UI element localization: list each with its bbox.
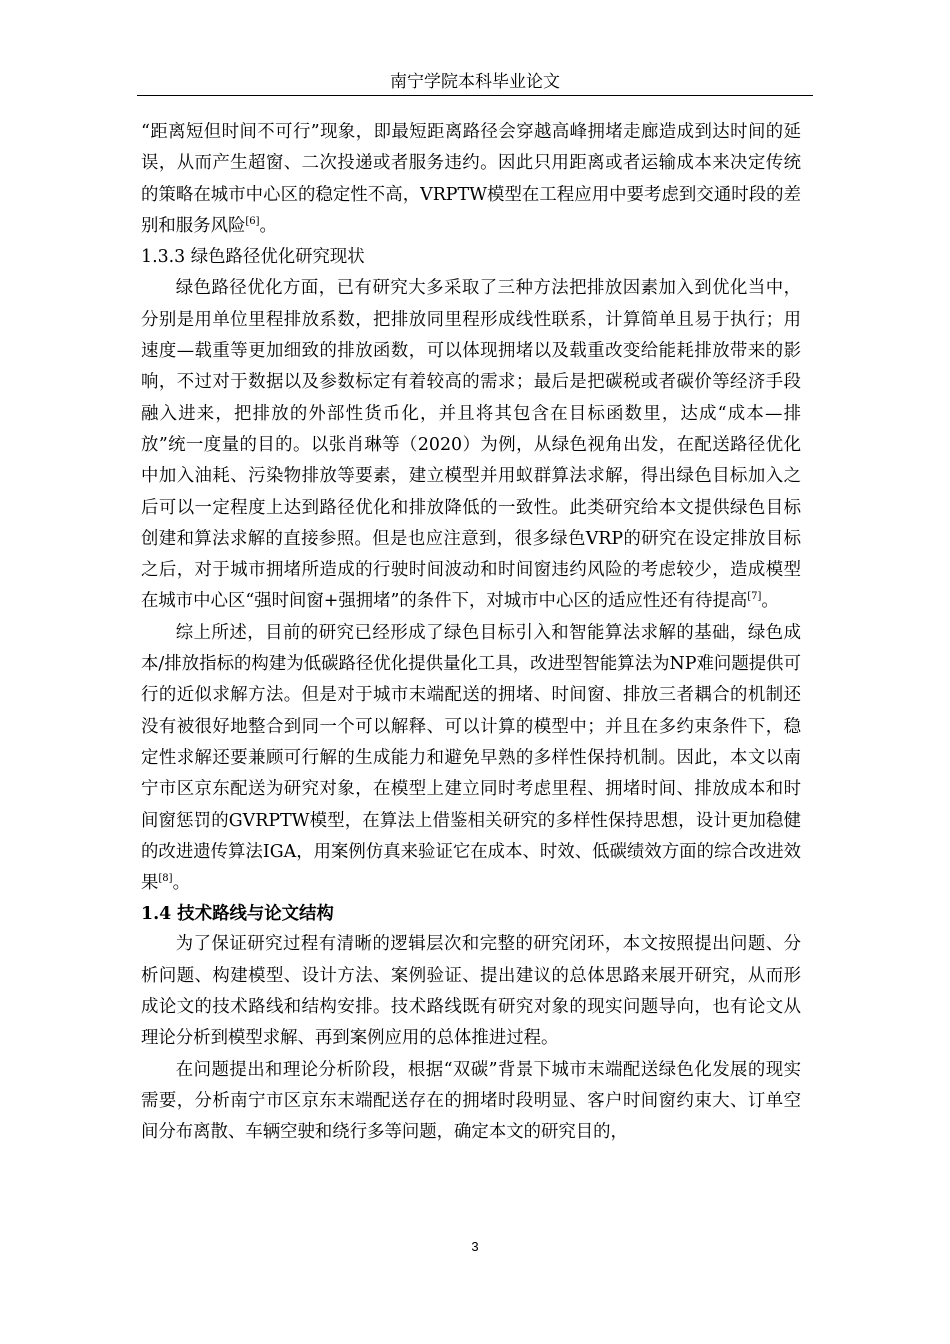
paragraph-problem-analysis: 在问题提出和理论分析阶段，根据“双碳”背景下城市末端配送绿色化发展的现实需要，分析南宁市区京东末端配送存在的拥堵时段明显、客户时间窗约束大、订单空间分布离散、车辆空驶和绕行多等问题，确定本文的研究目的，: [141, 1059, 801, 1143]
section-title: 1.4 技术路线与论文结构: [141, 904, 334, 925]
paragraph-green-routing: [141, 273, 801, 617]
page-number: 3: [471, 1239, 479, 1254]
paragraph-summary: [141, 618, 801, 900]
paragraph-tail: 。: [259, 215, 277, 236]
paragraph-technical-route: 为了保证研究过程有清晰的逻辑层次和完整的研究闭环，本文按照提出问题、分析问题、构建模型、设计方法、案例验证、提出建议的总体思路来展开研究，从而形成论文的技术路线和结构安排。技术路线既有研究对象的现实问题导向，也有论文从理论分析到模型求解、再到案例应用的总体推进过程。: [141, 934, 801, 1049]
paragraph-text: “距离短但时间不可行”现象，即最短距离路径会穿越高峰拥堵走廊造成到达时间的延误，从而产生超窗、二次投递或者服务违约。因此只用距离或者运输成本来决定传统的策略在城市中心区的稳定性不高，VRPTW模型在工程应用中要考虑到交通时段的差别和服务风险: [141, 122, 801, 236]
paragraph-continuation: [141, 117, 801, 242]
paragraph-text: 综上所述，目前的研究已经形成了绿色目标引入和智能算法求解的基础，绿色成本/排放指标的构建为低碳路径优化提供量化工具，改进型智能算法为NP难问题提供可行的近似求解方法。但是对于城市末端配送的拥堵、时间窗、排放三者耦合的机制还没有被很好地整合到同一个可以解释、可以计算的模型中；并且在多约束条件下，稳定性求解还要兼顾可行解的生成能力和避免早熟的多样性保持机制。因此，本文以南宁市区京东配送为研究对象，在模型上建立同时考虑里程、拥堵时间、排放成本和时间窗惩罚的GVRPTW模型，在算法上借鉴相关研究的多样性保持思想，设计更加稳健的改进遗传算法IGA，用案例仿真来验证它在成本、时效、低碳绩效方面的综合改进效果: [141, 622, 801, 894]
citation-ref: [8]: [158, 873, 173, 885]
running-header: 南宁学院本科毕业论文: [390, 72, 560, 92]
citation-ref: [6]: [245, 216, 260, 228]
citation-ref: [7]: [747, 591, 762, 603]
paragraph-text: 绿色路径优化方面，已有研究大多采取了三种方法把排放因素加入到优化当中，分别是用单位里程排放系数，把排放同里程形成线性联系，计算简单且易于执行；用速度—载重等更加细致的排放函数，可以体现拥堵以及载重改变给能耗排放带来的影响，不过对于数据以及参数标定有着较高的需求；最后是把碳税或者碳价等经济手段融入进来，把排放的外部性货币化，并且将其包含在目标函数里，达成“成本—排放”统一度量的目的。以张肖琳等（2020）为例，从绿色视角出发，在配送路径优化中加入油耗、污染物排放等要素，建立模型并用蚁群算法求解，得出绿色目标加入之后可以一定程度上达到路径优化和排放降低的一致性。此类研究给本文提供绿色目标创建和算法求解的直接参照。但是也应注意到，很多绿色VRP的研究在设定排放目标之后，对于城市拥堵所造成的行驶时间波动和时间窗违约风险的考虑较少，造成模型在城市中心区“强时间窗+强拥堵”的条件下，对城市中心区的适应性还有待提高: [141, 278, 801, 612]
paragraph-tail: 。: [761, 591, 779, 612]
paragraph-tail: 。: [172, 873, 190, 894]
header-rule: [137, 95, 813, 96]
subsection-title: 1.3.3 绿色路径优化研究现状: [141, 247, 365, 268]
body-text: [141, 117, 801, 1149]
